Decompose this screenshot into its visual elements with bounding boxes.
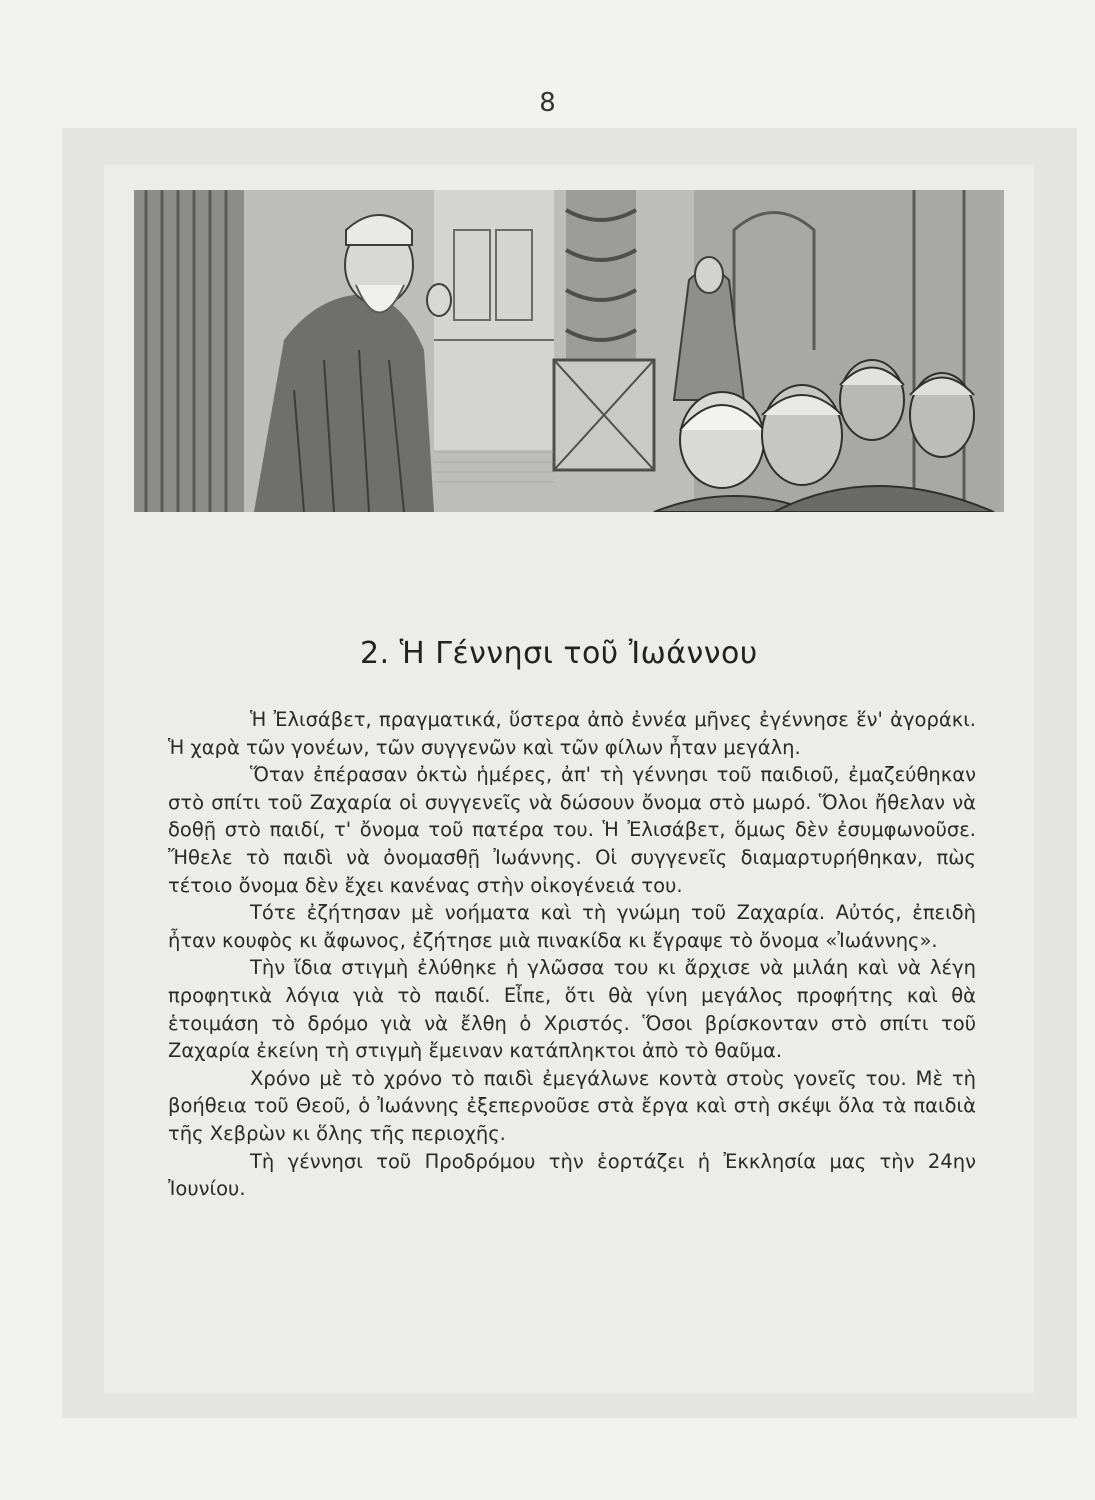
page-number: 8	[539, 88, 556, 118]
illustration-zacharias-writes-name-icon	[134, 190, 1004, 512]
illustration-image	[134, 190, 1004, 512]
chapter-title	[360, 636, 758, 671]
chapter-title-text: Ἡ Γέννησι τοῦ Ἰωάννου	[399, 636, 758, 671]
paragraph: Ἡ Ἐλισάβετ, πραγματικά, ὕστερα ἀπὸ ἐννέα μῆνες ἐγέννησε ἕν' ἀγοράκι. Ἡ χαρὰ τῶν γονέων, τῶν συγγενῶν καὶ τῶν φίλων ἦταν μεγάλη.	[168, 708, 976, 759]
paragraph: Τότε ἐζήτησαν μὲ νοήματα καὶ τὴ γνώμη τοῦ Ζαχαρία. Αὐτός, ἐπειδὴ ἦταν κουφὸς κι ἄφωνος, ἐζήτησε μιὰ πινακίδα κι ἔγραψε τὸ ὄνομα «Ἰωάννης».	[168, 901, 976, 952]
body-text	[168, 706, 976, 1203]
paragraph: Χρόνο μὲ τὸ χρόνο τὸ παιδὶ ἐμεγάλωνε κοντὰ στοὺς γονεῖς του. Μὲ τὴ βοήθεια τοῦ Θεοῦ, ὁ Ἰωάννης ἐξεπερνοῦσε στὰ ἔργα καὶ στὴ σκέψι ὅλα τὰ παιδιὰ τῆς Χεβρὼν κι ὅλης τῆς περιοχῆς.	[168, 1066, 976, 1145]
paragraph: Τὴν ἴδια στιγμὴ ἐλύθηκε ἡ γλῶσσα του κι ἄρχισε νὰ μιλάη καὶ νὰ λέγη προφητικὰ λόγια γιὰ τὸ παιδί. Εἶπε, ὅτι θὰ γίνη μεγάλος προφήτης καὶ θὰ ἑτοιμάση τὸ δρόμο γιὰ νὰ ἔλθη ὁ Χριστός. Ὅσοι βρίσκονταν στὸ σπίτι τοῦ Ζαχαρία ἐκείνη τὴ στιγμὴ ἔμειναν κατάπληκτοι ἀπὸ τὸ θαῦμα.	[168, 956, 976, 1063]
paragraph: Ὅταν ἐπέρασαν ὀκτὼ ἡμέρες, ἀπ' τὴ γέννησι τοῦ παιδιοῦ, ἐμαζεύθηκαν στὸ σπίτι τοῦ Ζαχαρία οἱ συγγενεῖς νὰ δώσουν ὄνομα στὸ μωρό. Ὅλοι ἤθελαν νὰ δοθῇ στὸ παιδί, τ' ὄνομα τοῦ πατέρα του. Ἡ Ἐλισάβετ, ὅμως δὲν ἐσυμφωνοῦσε. Ἤθελε τὸ παιδὶ νὰ ὀνομασθῇ Ἰωάννης. Οἱ συγγενεῖς διαμαρτυρήθηκαν, πὼς τέτοιο ὄνομα δὲν ἔχει κανένας στὴν οἰκογένειά του.	[168, 763, 976, 897]
paragraph: Τὴ γέννησι τοῦ Προδρόμου τὴν ἑορτάζει ἡ Ἐκκλησία μας τὴν 24ην Ἰουνίου.	[168, 1149, 976, 1201]
chapter-number: 2.	[360, 636, 390, 671]
